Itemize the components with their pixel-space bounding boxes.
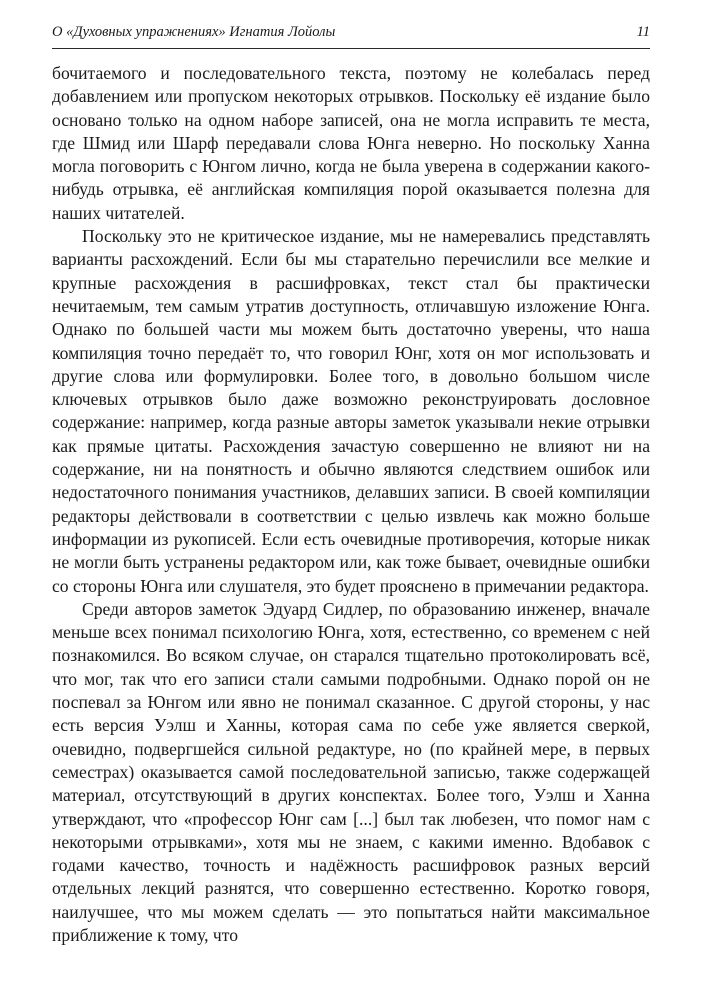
running-head (52, 21, 650, 43)
page-number: 11 (636, 24, 650, 40)
paragraph-3: Среди авторов заметок Эдуард Сидлер, по образованию инженер, вначале меньше всех понимал психологию Юнга, хотя, естественно, со временем с ней познакомился. Во всяком случае, он старался тщательно протоколировать всё, что мог, так что его записи стали самыми подробными. Однако порой он не поспевал за Юнгом или явно не понимал сказанное. С другой стороны, у нас есть версия Уэлш и Ханны, которая сама по себе уже является сверкой, очевидно, подвергшейся сильной редактуре, но (по крайней мере, в первых семестрах) оказывается самой последовательной записью, также содержащей материал, отсутствующий в других конспектах. Более того, Уэлш и Ханна утверждают, что «профессор Юнг сам [...] был так любезен, что помог нам с некоторыми отрывками», хотя мы не знаем, с какими именно. Вдобавок с годами качество, точность и надёжность расшифровок разных версий отдельных лекций разнятся, что совершенно естественно. Коротко говоря, наилучшее, что мы можем сделать — это попытаться найти максимальное приближение к тому, что (52, 598, 650, 945)
paragraph-2: Поскольку это не критическое издание, мы не намеревались представлять варианты расхождений. Если бы мы старательно перечислили все мелкие и крупные расхождения в расшифровках, текст стал бы практически нечитаемым, тем самым утратив доступность, отличавшую изложение Юнга. Однако по большей части мы можем быть достаточно уверены, что наша компиляция точно передаёт то, что говорил Юнг, хотя он мог использовать и другие слова или формулировки. Более того, в довольно большом числе ключевых отрывков было даже возможно реконструировать дословное содержание: например, когда разные авторы заметок указывали некие отрывки как прямые цитаты. Расхождения зачастую совершенно не влияют ни на содержание, ни на понятность и обычно являются следствием ошибок или недостаточного понимания участников, делавших записи. В своей компиляции редакторы действовали в соответствии с целью извлечь как можно больше информации из рукописей. Если есть очевидные противоречия, которые никак не могли быть устранены редактором или, как тоже бывает, очевидные ошибки со стороны Юнга или слушателя, это будет прояснено в примечании редактора. (52, 226, 650, 596)
paragraph-1: бочитаемого и последовательного текста, поэтому не колебалась перед добавлением или пропуском некоторых отрывков. Поскольку её издание было основано только на одном наборе записей, она не могла исправить те места, где Шмид или Шарф передавали слова Юнга неверно. Но поскольку Ханна могла поговорить с Юнгом лично, когда не была уверена в содержании какого-нибудь отрывка, её английская компиляция порой оказывается полезна для наших читателей. (52, 63, 650, 223)
running-head-title: О «Духовных упражнениях» Игнатия Лойолы (52, 24, 336, 40)
body-text (52, 62, 650, 947)
header-rule (52, 48, 650, 49)
